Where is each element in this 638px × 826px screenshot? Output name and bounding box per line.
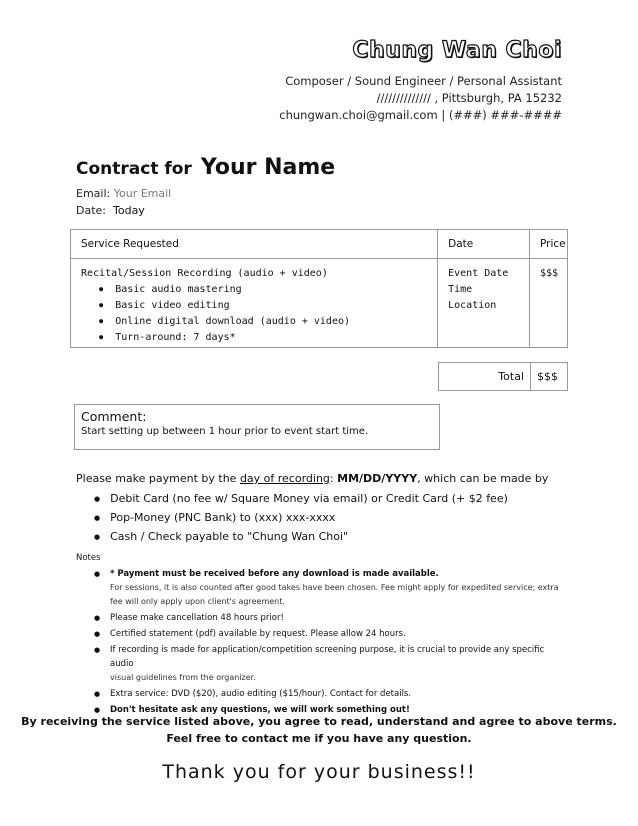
total-value: $$$ [531,363,568,391]
list-item [94,643,564,685]
comment-body: Start setting up between 1 hour prior to event start time. [81,426,369,437]
service-title: Recital/Session Recording (audio + video) [81,268,328,279]
event-date: Event Date [448,268,509,279]
payment-date: MM/DD/YYYY [337,472,418,485]
payment-colon: : [329,472,338,485]
address-line: ////////////// , Pittsburgh, PA 15232 [376,91,562,105]
event-location: Location [448,300,497,311]
contract-lead: Contract for [76,159,192,179]
payment-intro-pre: Please make payment by the [76,472,240,485]
payment-section [76,470,548,547]
terms-statement [0,713,638,747]
list-item: ● Basic video editing [99,298,437,314]
contract-title [76,155,335,180]
list-item [94,611,564,625]
service-items [99,282,437,346]
payment-day-link: day of recording [239,472,330,485]
list-item [94,687,564,701]
price-cell: $$$ [530,259,568,348]
header-date: Date [438,230,530,259]
note-text: Certified statement (pdf) available by request. Please allow 24 hours. [110,629,406,639]
email-label: Email: [76,187,111,200]
comment-box [74,404,440,450]
letterhead [279,38,562,124]
payment-intro-post: , which can be made by [417,472,549,485]
roles-line: Composer / Sound Engineer / Personal Assistant [285,74,562,88]
client-name: Your Name [200,155,336,180]
list-item: ● Cash / Check payable to "Chung Wan Choi" [94,528,548,547]
service-table [70,229,568,348]
note-text: Please make cancellation 48 hours prior! [110,613,284,623]
comment-title: Comment: [81,409,147,424]
note-sub: visual guidelines from the organizer. [110,673,256,682]
table-row [71,259,568,348]
brand-name: Chung Wan Choi [352,38,562,63]
email-value: Your Email [113,187,172,200]
list-item: ● Online digital download (audio + video) [99,314,437,330]
thank-you-note: Thank you for your business!! [162,761,476,783]
total-label: Total [439,363,531,391]
total-table [438,362,568,391]
list-item: ● Debit Card (no fee w/ Square Money via email) or Credit Card (+ $2 fee) [94,490,548,509]
list-item [94,627,564,641]
terms-line-2: Feel free to contact me if you have any question. [166,732,472,745]
note-sub: For sessions, it is also counted after good takes have been chosen. Fee might apply for expedited service; extra fee will only apply upon client's agreement. [110,583,559,606]
header-service: Service Requested [71,230,438,259]
service-cell [71,259,438,348]
event-time: Time [448,284,473,295]
note-text: Don't hesitate ask any questions, we will work something out! [110,705,410,715]
note-text: If recording is made for application/competition screening purpose, it is crucial to provide any specific audio [110,645,545,669]
payment-intro [76,470,548,488]
list-item: ● Turn-around: 7 days* [99,330,437,346]
list-item: ● Pop-Money (PNC Bank) to (xxx) xxx-xxxx [94,509,548,528]
note-text: Extra service: DVD ($20), audio editing ($15/hour). Contact for details. [110,689,412,699]
payment-methods [94,490,548,547]
notes-list [94,567,564,717]
note-text: * Payment must be received before any download is made available. [110,569,439,579]
date-value: Today [113,204,145,217]
total-row [439,363,568,391]
client-meta [76,185,171,219]
list-item: ● Basic audio mastering [99,282,437,298]
header-price: Price [530,230,568,259]
date-cell [438,259,530,348]
list-item [94,567,564,609]
terms-line-1: By receiving the service listed above, you agree to read, understand and agree to above terms. [21,715,617,728]
notes-section [76,553,564,719]
notes-title: Notes [76,553,101,563]
date-label: Date: [76,204,106,217]
table-header-row [71,230,568,259]
contact-line: chungwan.choi@gmail.com | (###) ###-#### [279,108,562,122]
